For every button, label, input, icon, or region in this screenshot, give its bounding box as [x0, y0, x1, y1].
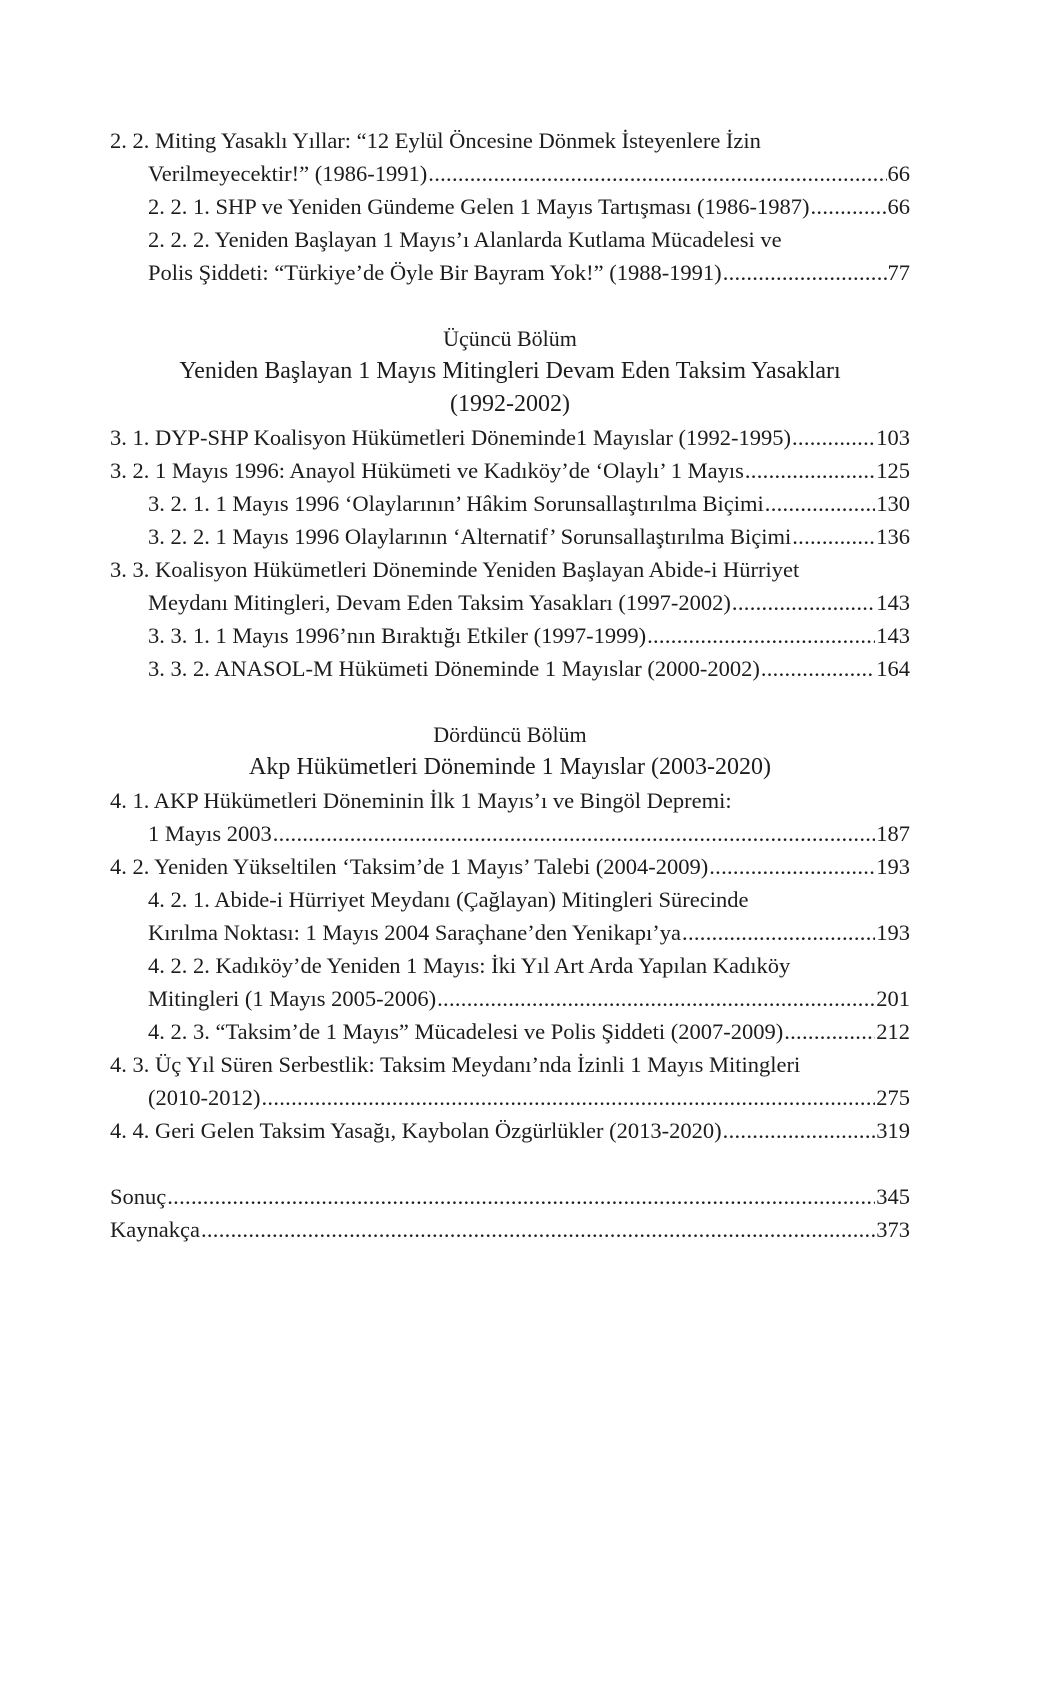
section-spacer [110, 1147, 910, 1180]
entry-text: 3. 2. 2. 1 Mayıs 1996 Olaylarının ‘Alternatif’ Sorunsallaştırılma Biçimi [148, 524, 792, 549]
section-spacer [110, 289, 910, 322]
dot-leader [709, 850, 875, 883]
entry-text: 2. 2. 1. SHP ve Yeniden Gündeme Gelen 1 Mayıs Tartışması (1986-1987) [148, 194, 810, 219]
entry-text: 3. 3. 1. 1 Mayıs 1996’nın Bıraktığı Etkiler (1997-1999) [148, 623, 647, 648]
toc-entry [110, 223, 910, 289]
page-number: 103 [876, 425, 910, 450]
toc-entry-line [110, 784, 910, 817]
toc-entry [110, 1213, 910, 1246]
toc-entry-row [110, 850, 910, 883]
dot-leader [732, 586, 875, 619]
page-number: 164 [876, 656, 910, 681]
entry-text: 4. 2. 1. Abide-i Hürriyet Meydanı (Çağlayan) Mitingleri Sürecinde [148, 887, 749, 912]
toc-section [110, 1147, 910, 1246]
page-number: 373 [876, 1217, 910, 1242]
toc-entry-line [110, 1048, 910, 1081]
dot-leader [761, 652, 875, 685]
toc-entry-row [110, 652, 910, 685]
toc-entry-row [110, 982, 910, 1015]
toc-entry-line [110, 553, 910, 586]
toc-entry-line [110, 883, 910, 916]
toc-entry [110, 1015, 910, 1048]
toc-entry [110, 421, 910, 454]
toc-section [110, 289, 910, 685]
dot-leader [792, 421, 875, 454]
dot-leader [784, 1015, 875, 1048]
toc-section [110, 124, 910, 289]
entry-text: (2010-2012) [148, 1085, 261, 1110]
page-number: 201 [876, 986, 910, 1011]
page-number: 77 [887, 260, 910, 285]
chapter-title: Akp Hükümetleri Döneminde 1 Mayıslar (2003-2020) [249, 754, 771, 780]
toc-entry-row [110, 1114, 910, 1147]
dot-leader [811, 190, 887, 223]
toc-entry-row [110, 586, 910, 619]
toc-entry-row [110, 619, 910, 652]
page-number: 193 [876, 854, 910, 879]
entry-text: 4. 2. 2. Kadıköy’de Yeniden 1 Mayıs: İki Yıl Art Arda Yapılan Kadıköy [148, 953, 791, 978]
dot-leader [723, 256, 887, 289]
toc-entry [110, 850, 910, 883]
dot-leader [792, 520, 875, 553]
page-number: 66 [887, 194, 910, 219]
chapter-label: Dördüncü Bölüm [433, 722, 587, 747]
dot-leader [765, 487, 875, 520]
toc-entry [110, 949, 910, 1015]
toc-entry [110, 487, 910, 520]
entry-text: Kaynakça [110, 1217, 200, 1242]
toc-entry-row [110, 1213, 910, 1246]
toc-entry-row [110, 487, 910, 520]
entry-text: 4. 3. Üç Yıl Süren Serbestlik: Taksim Meydanı’nda İzinli 1 Mayıs Mitingleri [110, 1052, 801, 1077]
toc-entry-line [110, 949, 910, 982]
page-number: 136 [876, 524, 910, 549]
toc-entry [110, 520, 910, 553]
entry-text: Kırılma Noktası: 1 Mayıs 2004 Saraçhane’den Yenikapı’ya [148, 920, 682, 945]
chapter-title: (1992-2002) [450, 391, 570, 417]
entry-text: Verilmeyecektir!” (1986-1991) [148, 161, 428, 186]
dot-leader [201, 1213, 875, 1246]
toc-entry-row [110, 1180, 910, 1213]
toc-entry [110, 1048, 910, 1114]
entry-text: 3. 3. 2. ANASOL-M Hükümeti Döneminde 1 Mayıslar (2000-2002) [148, 656, 760, 681]
toc-entry-row [110, 454, 910, 487]
toc-entry [110, 652, 910, 685]
toc-entry [110, 1180, 910, 1213]
toc-entry-row [110, 256, 910, 289]
toc-entry [110, 553, 910, 619]
dot-leader [723, 1114, 876, 1147]
entry-text: 3. 2. 1 Mayıs 1996: Anayol Hükümeti ve Kadıköy’de ‘Olaylı’ 1 Mayıs [110, 458, 744, 483]
entry-text: 3. 3. Koalisyon Hükümetleri Döneminde Yeniden Başlayan Abide-i Hürriyet [110, 557, 800, 582]
page-number: 275 [876, 1085, 910, 1110]
toc-entry-row [110, 190, 910, 223]
page-number: 125 [876, 458, 910, 483]
toc-entry [110, 883, 910, 949]
dot-leader [647, 619, 875, 652]
entry-text: 1 Mayıs 2003 [148, 821, 272, 846]
toc-entry [110, 1114, 910, 1147]
dot-leader [261, 1081, 875, 1114]
toc-section [110, 685, 910, 1147]
toc-entry-row [110, 1015, 910, 1048]
entry-text: 4. 1. AKP Hükümetleri Döneminin İlk 1 Mayıs’ı ve Bingöl Depremi: [110, 788, 732, 813]
toc-entry [110, 619, 910, 652]
toc-entry-row [110, 520, 910, 553]
toc-entry-row [110, 157, 910, 190]
entry-text: 2. 2. 2. Yeniden Başlayan 1 Mayıs’ı Alanlarda Kutlama Mücadelesi ve [148, 227, 782, 252]
page-number: 143 [876, 623, 910, 648]
section-spacer [110, 685, 910, 718]
dot-leader [167, 1180, 875, 1213]
entry-text: Polis Şiddeti: “Türkiye’de Öyle Bir Bayram Yok!” (1988-1991) [148, 260, 722, 285]
chapter-title: Yeniden Başlayan 1 Mayıs Mitingleri Devam Eden Taksim Yasakları [179, 358, 841, 384]
dot-leader [437, 982, 875, 1015]
chapter-label: Üçüncü Bölüm [443, 326, 577, 351]
entry-text: 4. 2. 3. “Taksim’de 1 Mayıs” Mücadelesi ve Polis Şiddeti (2007-2009) [148, 1019, 784, 1044]
page-number: 193 [876, 920, 910, 945]
page-number: 319 [876, 1118, 910, 1143]
toc-entry-row [110, 421, 910, 454]
entry-text: 3. 2. 1. 1 Mayıs 1996 ‘Olaylarının’ Hâkim Sorunsallaştırılma Biçimi [148, 491, 764, 516]
toc-entry [110, 190, 910, 223]
dot-leader [745, 454, 875, 487]
entry-text: 3. 1. DYP-SHP Koalisyon Hükümetleri Döneminde1 Mayıslar (1992-1995) [110, 425, 791, 450]
toc-entry-row [110, 1081, 910, 1114]
page-number: 187 [876, 821, 910, 846]
dot-leader [273, 817, 876, 850]
toc-entry [110, 454, 910, 487]
entry-text: 4. 2. Yeniden Yükseltilen ‘Taksim’de 1 Mayıs’ Talebi (2004-2009) [110, 854, 709, 879]
page-number: 212 [876, 1019, 910, 1044]
toc-entry-row [110, 916, 910, 949]
entry-text: Mitingleri (1 Mayıs 2005-2006) [148, 986, 437, 1011]
toc-entry [110, 784, 910, 850]
page-number: 345 [876, 1184, 910, 1209]
entry-text: Sonuç [110, 1184, 167, 1209]
page-number: 143 [876, 590, 910, 615]
dot-leader [428, 157, 886, 190]
page-number: 66 [887, 161, 910, 186]
entry-text: 2. 2. Miting Yasaklı Yıllar: “12 Eylül Öncesine Dönmek İsteyenlere İzin [110, 128, 761, 153]
toc-entry-row [110, 817, 910, 850]
table-of-contents [110, 124, 910, 1246]
toc-entry-line [110, 223, 910, 256]
toc-entry-line [110, 124, 910, 157]
entry-text: Meydanı Mitingleri, Devam Eden Taksim Yasakları (1997-2002) [148, 590, 731, 615]
page-number: 130 [876, 491, 910, 516]
toc-entry [110, 124, 910, 190]
dot-leader [682, 916, 875, 949]
entry-text: 4. 4. Geri Gelen Taksim Yasağı, Kaybolan Özgürlükler (2013-2020) [110, 1118, 722, 1143]
